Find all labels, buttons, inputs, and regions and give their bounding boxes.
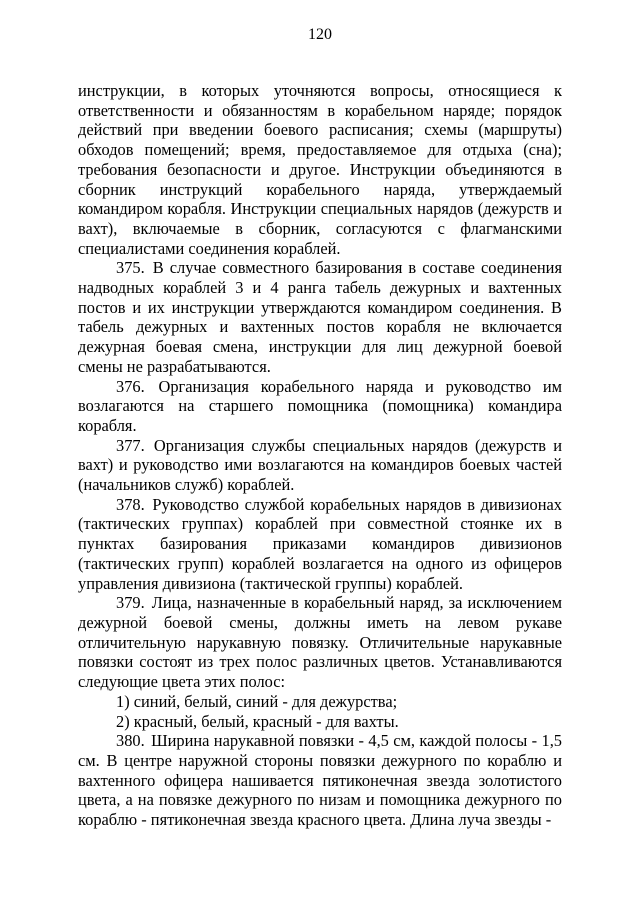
paragraph-text: Руководство службой корабельных нарядов в дивизионах (тактических группах) кораблей при совместной стоянке их в пунктах базирования приказами командиров дивизионов (тактических групп) кораблей возлагается на одного из офицеров управления дивизиона (тактической группы) кораблей. [78,494,562,593]
paragraph-376 [78,377,562,436]
paragraph-380 [78,731,562,830]
paragraph-379 [78,593,562,692]
paragraph-number: 380. [116,731,145,751]
paragraph-text: инструкции, в которых уточняются вопросы, относящиеся к ответственности и обязанностям в корабельном наряде; порядок действий при введении боевого расписания; схемы (маршруты) обходов помещений; время, предоставляемое для отдыха (сна); требования безопасности и другое. Инструкции объединяются в сборник инструкций корабельного наряда, утверждаемый командиром корабля. Инструкции специальных нарядов (дежурств и вахт), включаемые в сборник, согласуются с флагманскими специалистами соединения кораблей. [78,81,562,258]
paragraph-number: 378. [116,494,145,514]
paragraph-continuation [78,81,562,258]
paragraph-number: 377. [116,435,145,455]
paragraph-377 [78,436,562,495]
paragraph-378 [78,495,562,594]
paragraph-text: Организация корабельного наряда и руководство им возлагаются на старшего помощника (помощника) командира корабля. [78,376,562,435]
paragraph-text: Лица, назначенные в корабельный наряд, за исключением дежурной боевой смены, должны иметь на левом рукаве отличительную нарукавную повязку. Отличительные нарукавные повязки состоят из трех полос различных цветов. Устанавливаются следующие цвета этих полос: [78,593,562,692]
list-item-watch-colors [78,712,562,732]
list-item-text: 2) красный, белый, красный - для вахты. [116,711,399,731]
list-item-text: 1) синий, белый, синий - для дежурства; [116,691,398,711]
paragraph-number: 376. [116,376,145,396]
list-item-duty-colors [78,692,562,712]
paragraph-text: Ширина нарукавной повязки - 4,5 см, каждой полосы - 1,5 см. В центре наружной стороны повязки дежурного по кораблю и вахтенного офицера нашивается пятиконечная звезда золотистого цвета, а на повязке дежурного по низам и помощника дежурного по кораблю - пятиконечная звезда красного цвета. Длина луча звезды - [78,731,562,830]
paragraph-text: В случае совместного базирования в составе соединения надводных кораблей 3 и 4 ранга табель дежурных и вахтенных постов и их инструкции утверждаются командиром соединения. В табель дежурных и вахтенных постов корабля не включается дежурная боевая смена, инструкции для лиц дежурной боевой смены не разрабатываются. [78,258,562,376]
page-number: 120 [308,26,332,43]
paragraph-375 [78,258,562,376]
document-body [78,81,562,830]
paragraph-number: 375. [116,258,145,278]
paragraph-text: Организация службы специальных нарядов (дежурств и вахт) и руководство ими возлагаются на командиров боевых частей (начальников служб) кораблей. [78,435,562,495]
paragraph-number: 379. [116,593,145,613]
